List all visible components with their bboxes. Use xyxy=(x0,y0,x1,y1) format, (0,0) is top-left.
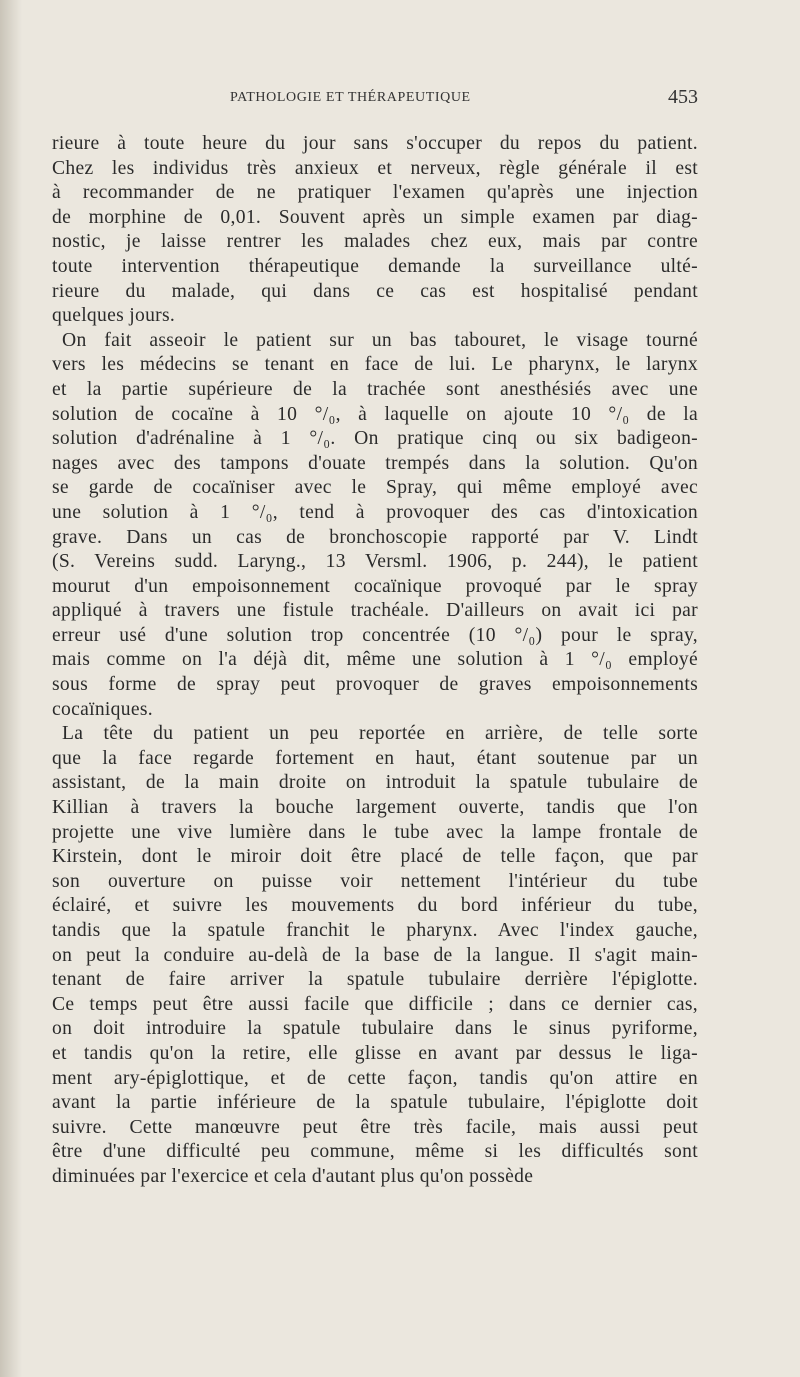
text-line: mourut d'un empoisonnement cocaïnique provoqué par le spray xyxy=(52,575,698,597)
page-number: 453 xyxy=(668,86,698,108)
text-line: vers les médecins se tenant en face de lui. Le pharynx, le larynx xyxy=(52,354,698,376)
text-line: et la partie supérieure de la trachée sont anesthésiés avec une xyxy=(52,378,698,400)
text-line: tenant de faire arriver la spatule tubulaire derrière l'épiglotte. xyxy=(52,969,698,991)
text-line: ment ary-épiglottique, et de cette façon, tandis qu'on attire en xyxy=(52,1067,698,1089)
text-line: que la face regarde fortement en haut, étant soutenue par un xyxy=(52,747,698,769)
text-line: nostic, je laisse rentrer les malades chez eux, mais par contre xyxy=(52,231,698,253)
text-line: La tête du patient un peu reportée en arrière, de telle sorte xyxy=(62,723,698,745)
text-line: on peut la conduire au-delà de la base de la langue. Il s'agit main- xyxy=(52,944,698,966)
text-line: rieure du malade, qui dans ce cas est hospitalisé pendant xyxy=(52,280,698,302)
text-line: de morphine de 0,01. Souvent après un simple examen par diag- xyxy=(52,206,698,228)
page-gutter-shadow xyxy=(0,0,22,1377)
text-line: Killian à travers la bouche largement ouverte, tandis que l'on xyxy=(52,797,698,819)
text-line: son ouverture on puisse voir nettement l'intérieur du tube xyxy=(52,870,698,892)
text-line: rieure à toute heure du jour sans s'occuper du repos du patient. xyxy=(52,133,698,154)
text-line: quelques jours. xyxy=(52,305,176,327)
text-line: Ce temps peut être aussi facile que difficile ; dans ce dernier cas, xyxy=(52,993,698,1015)
body-text xyxy=(52,132,698,1190)
text-line: solution de cocaïne à 10 °/₀, à laquelle on ajoute 10 °/₀ de la xyxy=(52,403,698,425)
text-line: mais comme on l'a déjà dit, même une solution à 1 °/₀ employé xyxy=(52,649,698,671)
paragraph xyxy=(52,132,698,329)
text-line: appliqué à travers une fistule trachéale. D'ailleurs on avait ici par xyxy=(52,600,698,622)
text-line: une solution à 1 °/₀, tend à provoquer des cas d'intoxication xyxy=(52,501,698,523)
page-header xyxy=(52,86,698,114)
text-line: suivre. Cette manœuvre peut être très facile, mais aussi peut xyxy=(52,1116,698,1138)
text-line: diminuées par l'exercice et cela d'autant plus qu'on possède xyxy=(52,1165,534,1187)
text-line: sous forme de spray peut provoquer de graves empoisonnements xyxy=(52,674,698,696)
text-line: nages avec des tampons d'ouate trempés dans la solution. Qu'on xyxy=(52,452,698,474)
text-line: Chez les individus très anxieux et nerveux, règle générale il est xyxy=(52,157,698,179)
paragraph xyxy=(52,329,698,723)
text-line: erreur usé d'une solution trop concentrée (10 °/₀) pour le spray, xyxy=(52,624,698,646)
running-title: PATHOLOGIE ET THÉRAPEUTIQUE xyxy=(230,90,471,105)
text-line: Kirstein, dont le miroir doit être placé de telle façon, que par xyxy=(52,846,698,868)
text-line: On fait asseoir le patient sur un bas tabouret, le visage tourné xyxy=(62,329,698,351)
text-line: avant la partie inférieure de la spatule tubulaire, l'épiglotte doit xyxy=(52,1092,698,1114)
text-line: et tandis qu'on la retire, elle glisse en avant par dessus le liga- xyxy=(52,1042,698,1064)
text-line: (S. Vereins sudd. Laryng., 13 Versml. 1906, p. 244), le patient xyxy=(52,551,698,573)
text-line: cocaïniques. xyxy=(52,698,153,720)
text-line: assistant, de la main droite on introduit la spatule tubulaire de xyxy=(52,772,698,794)
text-line: à recommander de ne pratiquer l'examen qu'après une injection xyxy=(52,182,698,204)
text-line: éclairé, et suivre les mouvements du bord inférieur du tube, xyxy=(52,895,698,917)
text-line: être d'une difficulté peu commune, même si les difficultés sont xyxy=(52,1141,698,1163)
text-line: toute intervention thérapeutique demande la surveillance ulté- xyxy=(52,255,698,277)
text-line: projette une vive lumière dans le tube avec la lampe frontale de xyxy=(52,821,698,843)
paragraph xyxy=(52,722,698,1189)
text-line: se garde de cocaïniser avec le Spray, qui même employé avec xyxy=(52,477,698,499)
text-line: tandis que la spatule franchit le pharynx. Avec l'index gauche, xyxy=(52,920,698,941)
text-line: on doit introduire la spatule tubulaire dans le sinus pyriforme, xyxy=(52,1018,698,1040)
text-line: grave. Dans un cas de bronchoscopie rapporté par V. Lindt xyxy=(52,526,698,548)
text-line: solution d'adrénaline à 1 °/₀. On pratique cinq ou six badigeon- xyxy=(52,428,698,450)
